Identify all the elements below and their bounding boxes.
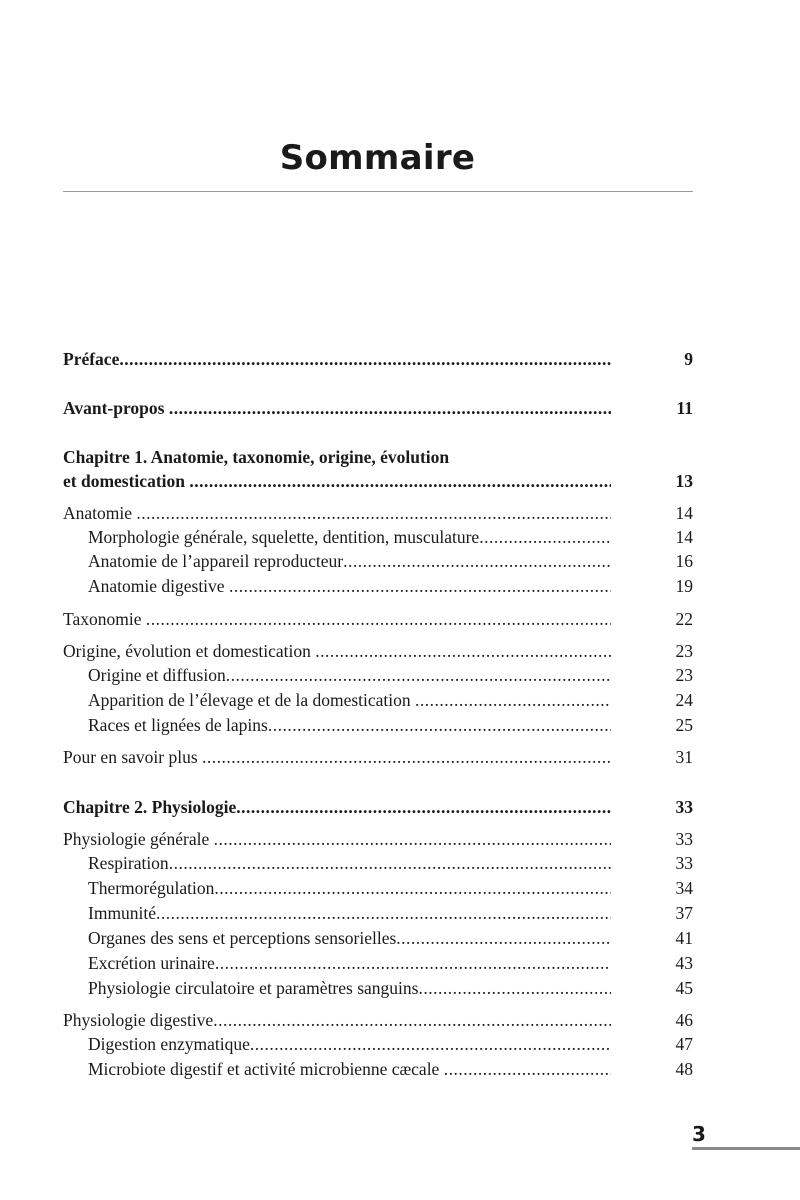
toc-label: Chapitre 2. Physiologie [63,797,237,817]
toc-page-number: 46 [675,1010,693,1030]
toc-page-number: 24 [675,690,693,710]
dot-leader [215,953,611,973]
toc-entry-physiologie-circulatoire[interactable] [63,976,693,1000]
toc-page-number: 16 [675,551,693,571]
toc-label: Races et lignées de lapins [88,715,268,735]
dot-leader [169,398,611,418]
toc-label: Taxonomie [63,609,142,629]
toc-entry-origine-diffusion[interactable] [63,663,693,687]
toc-label: Préface [63,349,120,369]
toc-page-number: 33 [675,829,693,849]
toc-page-number: 14 [675,503,693,523]
toc-label: Microbiote digestif et activité microbienne cæcale [88,1059,440,1079]
dot-leader [214,878,611,898]
dot-leader [119,349,611,369]
toc-label: Morphologie générale, squelette, dentition, musculature [88,527,480,547]
toc-label: Anatomie de l’appareil reproducteur [88,551,344,571]
toc-page-number: 11 [676,398,693,418]
dot-leader [213,1010,611,1030]
toc-label: Physiologie circulatoire et paramètres sanguins [88,978,419,998]
dot-leader [229,576,611,596]
toc-label: Physiologie générale [63,829,210,849]
dot-leader [214,829,611,849]
toc-entry-preface[interactable] [63,347,693,371]
toc-label: et domestication [63,471,185,491]
toc-label: Digestion enzymatique [88,1034,250,1054]
dot-leader [268,715,611,735]
toc-label: Respiration [88,853,169,873]
toc-label: Physiologie digestive [63,1010,214,1030]
dot-leader [250,1034,611,1054]
toc-entry-physiologie-digestive[interactable] [63,1008,693,1032]
page-number: 3 [692,1122,706,1146]
page-title: Sommaire [279,138,476,178]
folio-rule [692,1147,800,1150]
dot-leader [136,503,611,523]
toc-page-number: 45 [675,978,693,998]
toc-entry-appareil-reproducteur[interactable] [63,549,693,573]
dot-leader [169,853,611,873]
toc-page-number: 41 [675,928,693,948]
toc-entry-immunite[interactable] [63,901,693,925]
toc-label: Apparition de l’élevage et de la domestication [88,690,411,710]
toc-label: Pour en savoir plus [63,747,198,767]
toc-label: Origine, évolution et domestication [63,641,311,661]
toc-entry-apparition-elevage[interactable] [63,688,693,712]
toc-page-number: 13 [675,471,693,491]
toc-page-number: 14 [675,527,693,547]
toc-entry-avant-propos[interactable] [63,396,693,420]
toc-page-number: 47 [675,1034,693,1054]
toc-label: Immunité [88,903,157,923]
toc-label: Origine et diffusion [88,665,226,685]
dot-leader [202,747,611,767]
toc-label: Thermorégulation [88,878,215,898]
toc-entry-digestion-enzymatique[interactable] [63,1032,693,1056]
dot-leader [418,978,611,998]
toc-page-number: 34 [675,878,693,898]
toc-label: Organes des sens et perceptions sensorielles [88,928,397,948]
dot-leader [146,609,611,629]
dot-leader [343,551,611,571]
toc-page-number: 48 [675,1059,693,1079]
dot-leader [479,527,611,547]
toc-label: Anatomie [63,503,133,523]
dot-leader [156,903,611,923]
dot-leader [226,665,611,685]
toc-page-number: 43 [675,953,693,973]
dot-leader [415,690,611,710]
dot-leader [315,641,611,661]
toc-page-number: 33 [675,853,693,873]
toc-page-number: 33 [675,797,693,817]
toc-chapter-1-heading[interactable]: Chapitre 1. Anatomie, taxonomie, origine, évolution [63,447,450,467]
toc-entry-taxonomie[interactable] [63,607,693,631]
toc-entry-respiration[interactable] [63,851,693,875]
toc-label: Avant-propos [63,398,165,418]
title-rule [63,191,693,192]
toc-entry-organes-des-sens[interactable] [63,926,693,950]
toc-page-number: 19 [675,576,693,596]
toc-entry-excretion-urinaire[interactable] [63,951,693,975]
dot-leader [189,471,611,491]
toc-page-number: 31 [675,747,693,767]
toc-label: Anatomie digestive [88,576,225,596]
toc-entry-races-lignees[interactable] [63,713,693,737]
toc-page-number: 23 [675,665,693,685]
toc-entry-anatomie[interactable] [63,501,693,525]
toc-entry-chapter-1[interactable] [63,469,693,493]
toc-entry-chapter-2[interactable] [63,795,693,819]
toc-entry-microbiote[interactable] [63,1057,693,1081]
toc-entry-thermoregulation[interactable] [63,876,693,900]
toc-page-number: 22 [675,609,693,629]
dot-leader [236,797,611,817]
toc-entry-anatomie-digestive[interactable] [63,574,693,598]
toc-entry-morphologie[interactable] [63,525,693,549]
toc-entry-pour-en-savoir-plus[interactable] [63,745,693,769]
dot-leader [444,1059,611,1079]
toc-label: Excrétion urinaire [88,953,215,973]
toc-page-number: 9 [684,349,693,369]
toc-page-number: 25 [675,715,693,735]
toc-entry-physiologie-generale[interactable] [63,827,693,851]
dot-leader [396,928,611,948]
toc-page-number: 23 [675,641,693,661]
toc-entry-origine-evolution[interactable] [63,639,693,663]
toc-page-number: 37 [675,903,693,923]
